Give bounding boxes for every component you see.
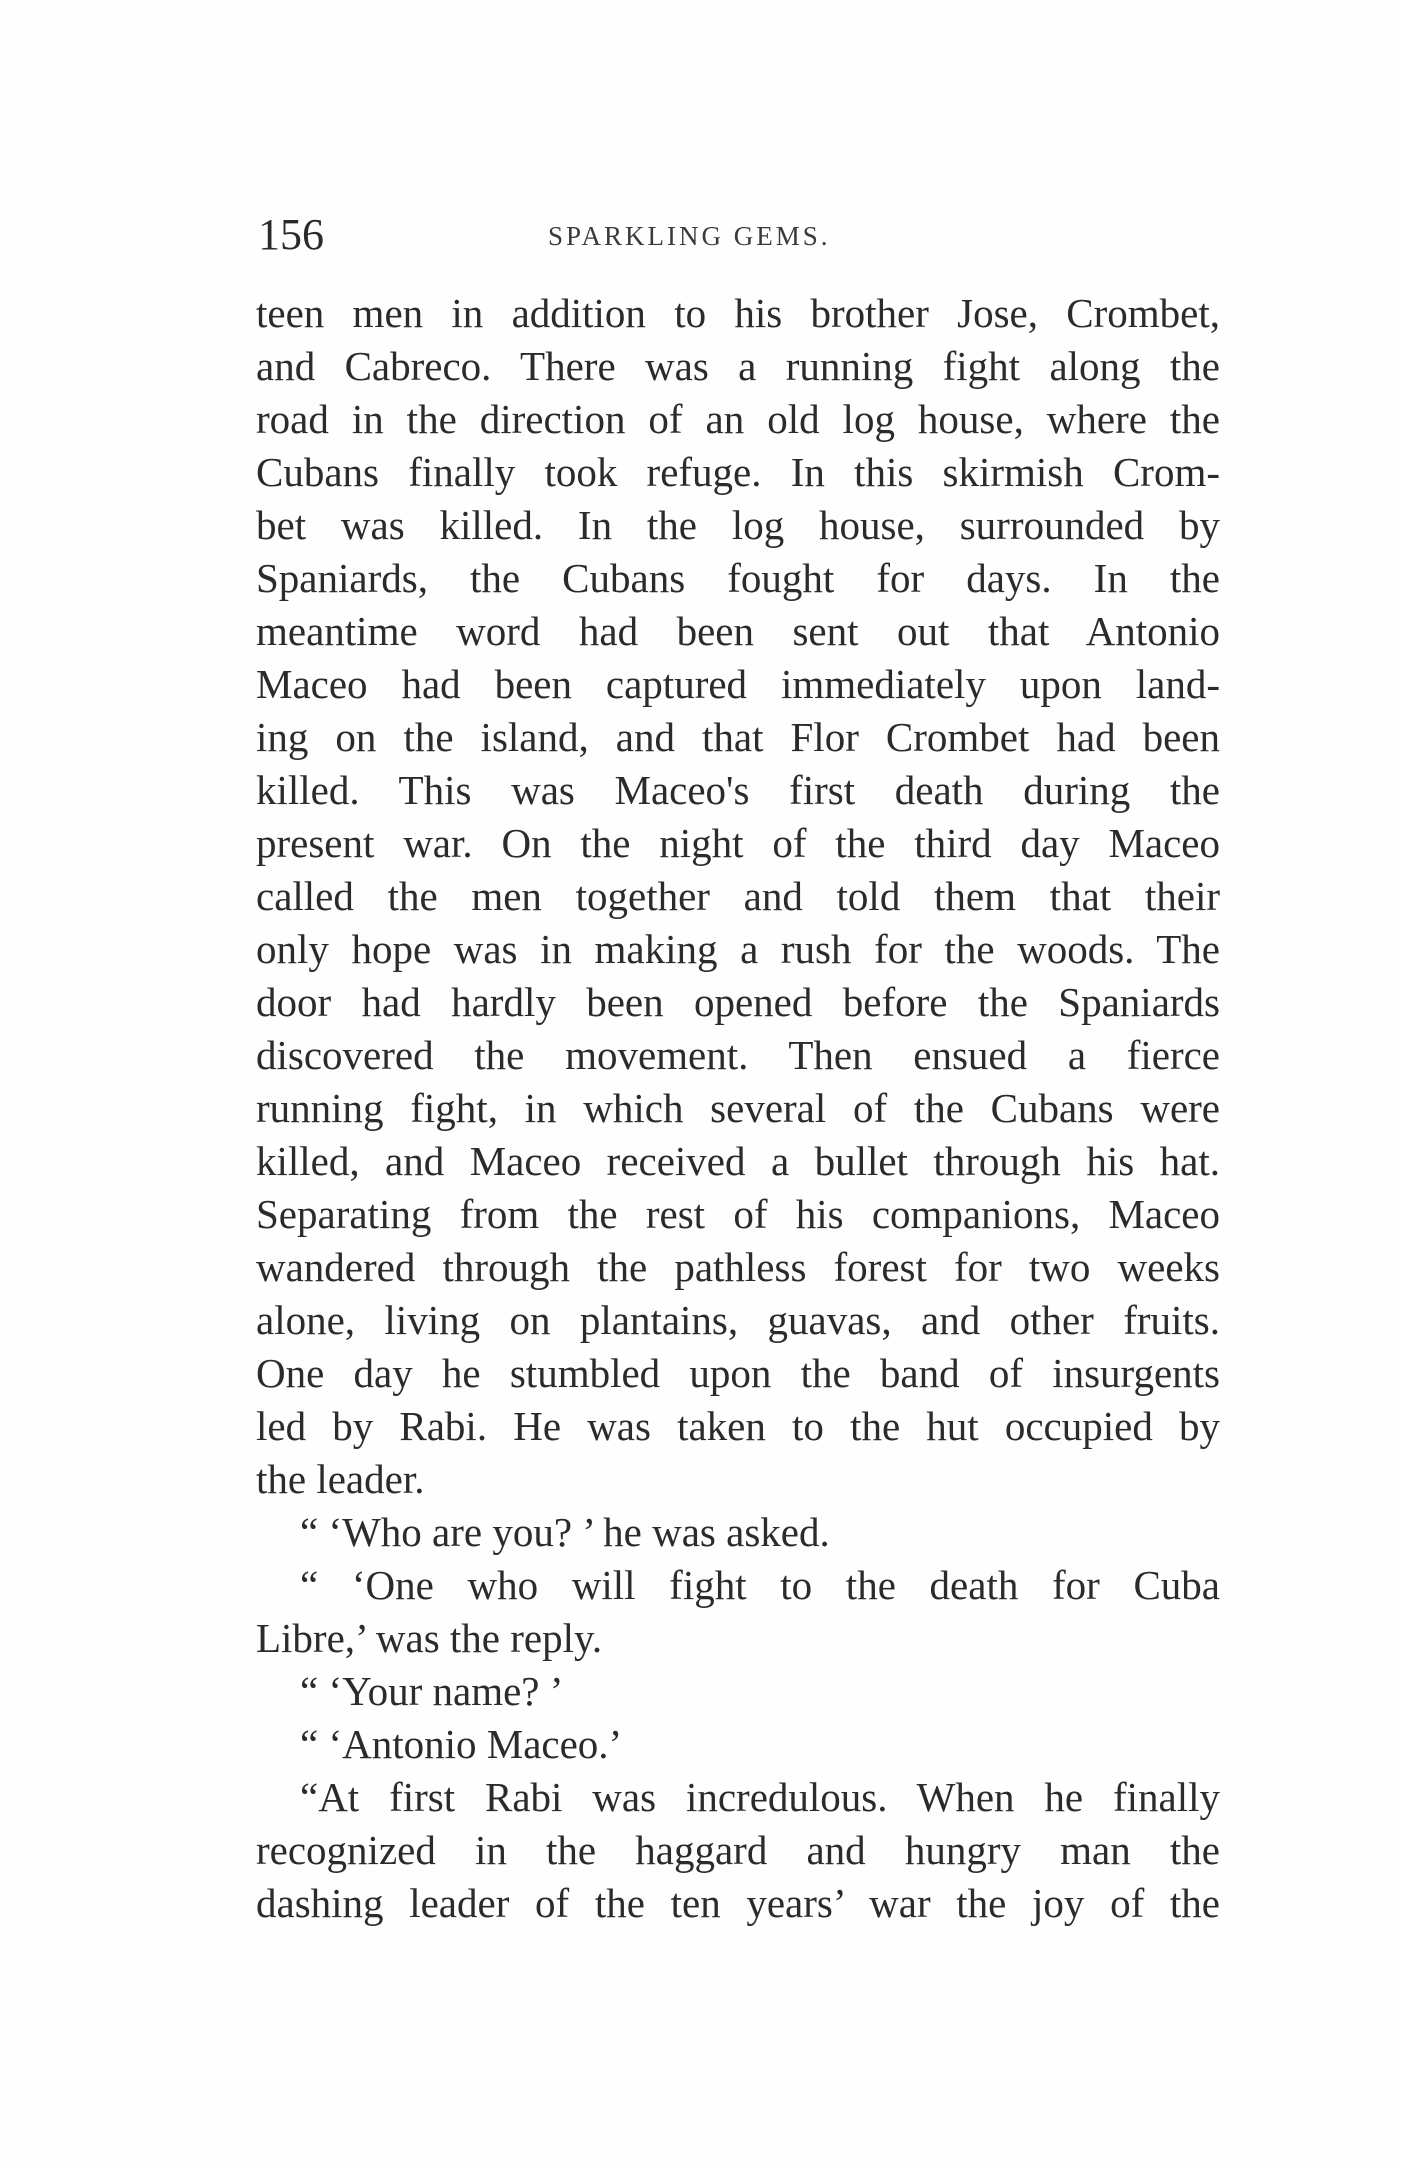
text-line: killed, and Maceo received a bullet through his hat. [256, 1138, 1220, 1184]
text-line: present war. On the night of the third day Maceo [256, 820, 1220, 866]
text-line: One day he stumbled upon the band of insurgents [256, 1350, 1220, 1396]
text-line: dashing leader of the ten years’ war the joy of the [256, 1880, 1220, 1926]
text-line: Libre,’ was the reply. [256, 1615, 603, 1661]
text-line: “At first Rabi was incredulous. When he finally [300, 1774, 1220, 1820]
text-line: bet was killed. In the log house, surrounded by [256, 502, 1220, 548]
text-line: wandered through the pathless forest for two weeks [256, 1244, 1220, 1290]
text-line: only hope was in making a rush for the woods. The [256, 926, 1220, 972]
body-text [256, 287, 1220, 1930]
text-line: teen men in addition to his brother Jose, Crombet, [256, 290, 1220, 336]
running-title: SPARKLING GEMS. [548, 221, 831, 251]
text-line: killed. This was Maceo's first death during the [256, 767, 1220, 813]
text-line: the leader. [256, 1456, 425, 1502]
text-line: and Cabreco. There was a running fight along the [256, 343, 1220, 389]
text-line: road in the direction of an old log house, where the [256, 396, 1220, 442]
text-line: “ ‘One who will fight to the death for Cuba [300, 1562, 1220, 1608]
text-line: alone, living on plantains, guavas, and other fruits. [256, 1297, 1220, 1343]
running-head [258, 205, 1218, 265]
page-number: 156 [258, 210, 324, 259]
text-line: ing on the island, and that Flor Crombet had been [256, 714, 1220, 760]
text-line: called the men together and told them that their [256, 873, 1220, 919]
text-line: running fight, in which several of the Cubans were [256, 1085, 1220, 1131]
text-line: “ ‘Your name? ’ [300, 1668, 564, 1714]
text-line: “ ‘Antonio Maceo.’ [300, 1721, 623, 1767]
text-line: door had hardly been opened before the Spaniards [256, 979, 1220, 1025]
text-line: recognized in the haggard and hungry man the [256, 1827, 1220, 1873]
text-line: Cubans finally took refuge. In this skirmish Crom- [256, 449, 1220, 495]
text-line: meantime word had been sent out that Antonio [256, 608, 1220, 654]
text-line: led by Rabi. He was taken to the hut occupied by [256, 1403, 1220, 1449]
text-line: Spaniards, the Cubans fought for days. In the [256, 555, 1220, 601]
text-line: discovered the movement. Then ensued a fierce [256, 1032, 1220, 1078]
text-line: “ ‘Who are you? ’ he was asked. [300, 1509, 830, 1555]
text-line: Maceo had been captured immediately upon land- [256, 661, 1220, 707]
text-line: Separating from the rest of his companions, Maceo [256, 1191, 1220, 1237]
